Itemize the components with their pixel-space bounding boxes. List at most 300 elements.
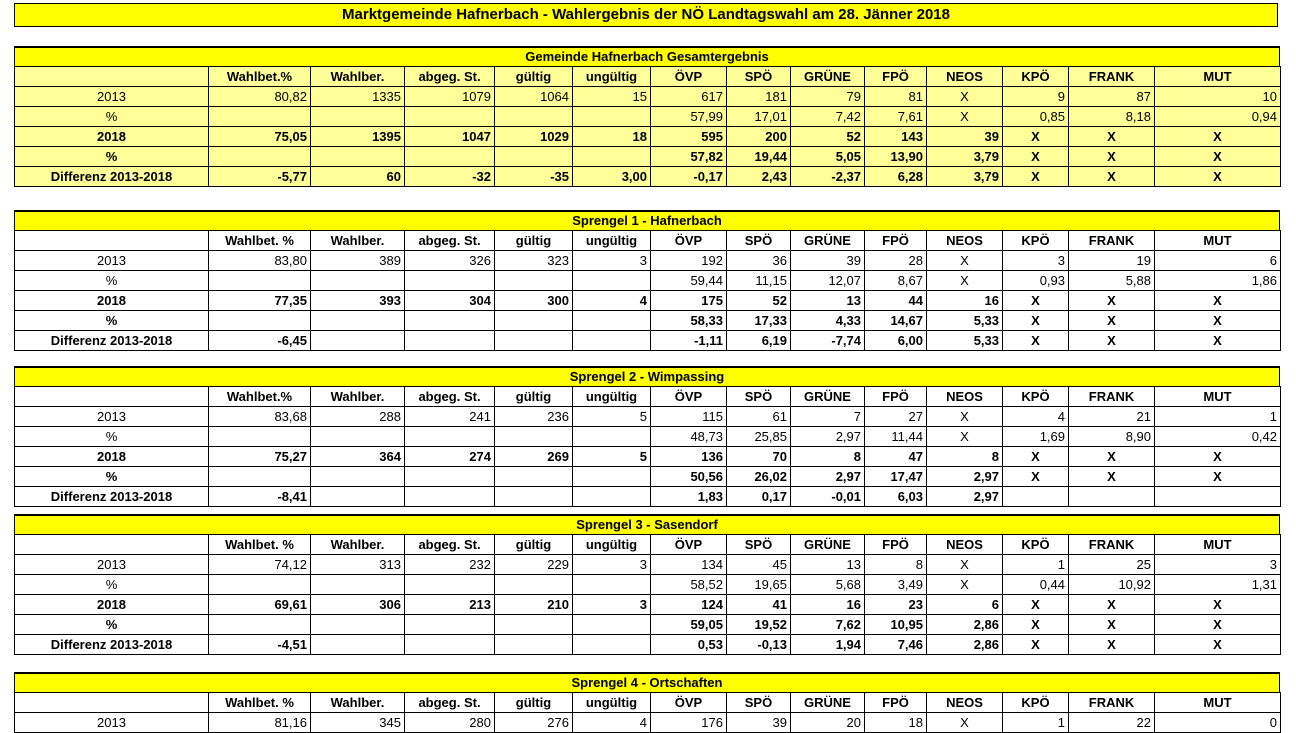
table-cell: 7,61	[865, 107, 927, 127]
column-header: abgeg. St.	[405, 387, 495, 407]
table-cell: 20	[791, 713, 865, 733]
results-table	[14, 230, 1281, 351]
table-cell: 6,03	[865, 487, 927, 507]
column-header: ungültig	[573, 67, 651, 87]
table-cell	[573, 311, 651, 331]
table-cell: 2,97	[927, 467, 1003, 487]
table-cell: 313	[311, 555, 405, 575]
table-cell	[405, 311, 495, 331]
table-cell: X	[1003, 331, 1069, 351]
table-cell	[495, 635, 573, 655]
table-cell: 143	[865, 127, 927, 147]
table-cell: 28	[865, 251, 927, 271]
column-header: gültig	[495, 535, 573, 555]
table-cell	[573, 615, 651, 635]
table-cell	[311, 487, 405, 507]
row-label: 2013	[15, 251, 209, 271]
table-cell: 81,16	[209, 713, 311, 733]
results-table	[14, 66, 1281, 187]
table-cell: 7,46	[865, 635, 927, 655]
table-cell: 4,33	[791, 311, 865, 331]
table-cell	[573, 331, 651, 351]
column-header: ÖVP	[651, 535, 727, 555]
column-header: abgeg. St.	[405, 67, 495, 87]
row-label: %	[15, 147, 209, 167]
table-cell: 19	[1069, 251, 1155, 271]
column-header: FRANK	[1069, 693, 1155, 713]
table-cell: X	[1155, 615, 1281, 635]
column-header: NEOS	[927, 231, 1003, 251]
table-cell	[573, 107, 651, 127]
table-cell: 124	[651, 595, 727, 615]
table-cell: 27	[865, 407, 927, 427]
row-label: 2013	[15, 555, 209, 575]
table-cell: 232	[405, 555, 495, 575]
table-cell: 3,49	[865, 575, 927, 595]
column-header: Wahlber.	[311, 387, 405, 407]
table-cell: X	[927, 251, 1003, 271]
column-header: FPÖ	[865, 387, 927, 407]
table-cell: 8	[927, 447, 1003, 467]
table-cell: 323	[495, 251, 573, 271]
table-cell	[1155, 487, 1281, 507]
table-cell: X	[1155, 331, 1281, 351]
row-label: Differenz 2013-2018	[15, 487, 209, 507]
table-cell: X	[1069, 147, 1155, 167]
column-header: GRÜNE	[791, 535, 865, 555]
table-cell: 0,42	[1155, 427, 1281, 447]
column-header: KPÖ	[1003, 231, 1069, 251]
table-cell: 0	[1155, 713, 1281, 733]
table-cell: X	[1069, 447, 1155, 467]
column-header: Wahlbet.%	[209, 67, 311, 87]
table-cell: 39	[791, 251, 865, 271]
table-cell: 5	[573, 407, 651, 427]
row-label: 2013	[15, 713, 209, 733]
table-cell	[405, 467, 495, 487]
table-cell: X	[1069, 615, 1155, 635]
table-cell	[573, 271, 651, 291]
column-header: ungültig	[573, 231, 651, 251]
table-cell: X	[1069, 127, 1155, 147]
result-section-2	[14, 210, 1280, 351]
table-cell: 176	[651, 713, 727, 733]
column-header: FPÖ	[865, 67, 927, 87]
table-cell	[573, 467, 651, 487]
table-cell	[573, 635, 651, 655]
table-cell: X	[1155, 447, 1281, 467]
table-cell: 6	[1155, 251, 1281, 271]
table-cell: 16	[927, 291, 1003, 311]
table-cell: X	[1069, 467, 1155, 487]
row-label: %	[15, 271, 209, 291]
table-cell: 18	[865, 713, 927, 733]
table-cell: -0,01	[791, 487, 865, 507]
table-cell: 1335	[311, 87, 405, 107]
table-cell: 10,95	[865, 615, 927, 635]
table-cell: 25	[1069, 555, 1155, 575]
table-cell: 364	[311, 447, 405, 467]
table-cell: X	[1003, 147, 1069, 167]
table-cell: 10,92	[1069, 575, 1155, 595]
table-cell: X	[1003, 615, 1069, 635]
table-cell	[209, 427, 311, 447]
table-cell: 5	[573, 447, 651, 467]
table-cell: 4	[1003, 407, 1069, 427]
table-cell: -5,77	[209, 167, 311, 187]
table-cell: 595	[651, 127, 727, 147]
header-row	[15, 67, 1281, 87]
table-row	[15, 487, 1281, 507]
row-label: Differenz 2013-2018	[15, 635, 209, 655]
table-cell: 12,07	[791, 271, 865, 291]
column-header	[15, 693, 209, 713]
section-title: Sprengel 2 - Wimpassing	[14, 366, 1280, 386]
table-cell: X	[927, 271, 1003, 291]
table-cell	[405, 487, 495, 507]
column-header: Wahlber.	[311, 535, 405, 555]
table-cell: X	[1069, 635, 1155, 655]
table-cell	[405, 147, 495, 167]
table-cell: X	[927, 575, 1003, 595]
table-cell: 300	[495, 291, 573, 311]
table-cell: -0,13	[727, 635, 791, 655]
table-cell: 19,44	[727, 147, 791, 167]
table-cell: 2,86	[927, 615, 1003, 635]
table-cell: 3	[1155, 555, 1281, 575]
table-cell: 1064	[495, 87, 573, 107]
column-header: GRÜNE	[791, 693, 865, 713]
table-cell: 3	[1003, 251, 1069, 271]
document-title: Marktgemeinde Hafnerbach - Wahlergebnis der NÖ Landtagswahl am 28. Jänner 2018	[14, 3, 1278, 27]
column-header: gültig	[495, 693, 573, 713]
column-header: MUT	[1155, 535, 1281, 555]
column-header	[15, 67, 209, 87]
table-cell: 17,33	[727, 311, 791, 331]
table-cell	[495, 427, 573, 447]
row-label: 2013	[15, 407, 209, 427]
table-cell: 11,15	[727, 271, 791, 291]
table-cell: 6	[927, 595, 1003, 615]
table-cell: 0,94	[1155, 107, 1281, 127]
table-cell	[495, 615, 573, 635]
table-cell: X	[1003, 127, 1069, 147]
table-cell	[311, 331, 405, 351]
table-cell: X	[927, 427, 1003, 447]
column-header: KPÖ	[1003, 67, 1069, 87]
table-cell: 241	[405, 407, 495, 427]
column-header: Wahlbet.%	[209, 387, 311, 407]
table-cell: 276	[495, 713, 573, 733]
table-cell: 0,53	[651, 635, 727, 655]
table-cell: X	[927, 107, 1003, 127]
table-cell	[209, 615, 311, 635]
table-cell	[1003, 487, 1069, 507]
column-header: ÖVP	[651, 387, 727, 407]
table-cell: 0,93	[1003, 271, 1069, 291]
table-cell: 47	[865, 447, 927, 467]
table-cell: 39	[927, 127, 1003, 147]
column-header: FRANK	[1069, 231, 1155, 251]
section-title: Sprengel 4 - Ortschaften	[14, 672, 1280, 692]
table-cell	[311, 467, 405, 487]
column-header: MUT	[1155, 231, 1281, 251]
table-cell: X	[1003, 467, 1069, 487]
table-cell: 48,73	[651, 427, 727, 447]
row-label: Differenz 2013-2018	[15, 331, 209, 351]
table-cell	[495, 311, 573, 331]
table-cell: 79	[791, 87, 865, 107]
column-header: MUT	[1155, 387, 1281, 407]
column-header: gültig	[495, 387, 573, 407]
table-cell: 3,00	[573, 167, 651, 187]
table-row	[15, 291, 1281, 311]
table-cell: 7	[791, 407, 865, 427]
table-cell	[495, 271, 573, 291]
column-header: Wahlbet. %	[209, 231, 311, 251]
table-cell: 389	[311, 251, 405, 271]
table-row	[15, 87, 1281, 107]
table-row	[15, 127, 1281, 147]
table-cell: 2,43	[727, 167, 791, 187]
table-cell: 21	[1069, 407, 1155, 427]
table-cell	[573, 427, 651, 447]
table-cell: X	[1155, 127, 1281, 147]
table-row	[15, 311, 1281, 331]
table-cell: 75,27	[209, 447, 311, 467]
table-cell: 61	[727, 407, 791, 427]
table-cell	[311, 635, 405, 655]
table-cell: 5,33	[927, 311, 1003, 331]
table-cell: X	[927, 87, 1003, 107]
column-header: Wahlber.	[311, 231, 405, 251]
table-cell: X	[1069, 291, 1155, 311]
table-cell: 115	[651, 407, 727, 427]
table-cell: 13,90	[865, 147, 927, 167]
table-cell: 3,79	[927, 167, 1003, 187]
table-cell	[405, 635, 495, 655]
column-header: gültig	[495, 231, 573, 251]
table-row	[15, 635, 1281, 655]
section-title: Gemeinde Hafnerbach Gesamtergebnis	[14, 46, 1280, 66]
table-cell	[209, 271, 311, 291]
column-header: SPÖ	[727, 67, 791, 87]
table-cell: 16	[791, 595, 865, 615]
table-cell: 1,31	[1155, 575, 1281, 595]
table-cell: 306	[311, 595, 405, 615]
column-header: ungültig	[573, 387, 651, 407]
table-cell: 134	[651, 555, 727, 575]
table-cell: 236	[495, 407, 573, 427]
table-cell	[209, 147, 311, 167]
table-cell: 326	[405, 251, 495, 271]
table-cell	[495, 487, 573, 507]
table-cell: 17,01	[727, 107, 791, 127]
table-cell: 280	[405, 713, 495, 733]
result-section-3	[14, 366, 1280, 507]
table-cell: X	[1155, 311, 1281, 331]
table-cell: 52	[727, 291, 791, 311]
table-cell: 136	[651, 447, 727, 467]
column-header: SPÖ	[727, 693, 791, 713]
table-cell: 200	[727, 127, 791, 147]
column-header: abgeg. St.	[405, 693, 495, 713]
table-cell: -1,11	[651, 331, 727, 351]
table-row	[15, 595, 1281, 615]
table-cell	[311, 615, 405, 635]
row-label: %	[15, 311, 209, 331]
column-header: FPÖ	[865, 693, 927, 713]
table-cell: 83,68	[209, 407, 311, 427]
table-cell: 345	[311, 713, 405, 733]
column-header: ungültig	[573, 535, 651, 555]
column-header: FPÖ	[865, 231, 927, 251]
table-cell: 8	[865, 555, 927, 575]
table-cell: 5,88	[1069, 271, 1155, 291]
section-title: Sprengel 1 - Hafnerbach	[14, 210, 1280, 230]
table-cell: 39	[727, 713, 791, 733]
table-cell: X	[1155, 291, 1281, 311]
column-header: Wahlber.	[311, 693, 405, 713]
table-cell	[405, 575, 495, 595]
table-cell: 5,68	[791, 575, 865, 595]
table-cell	[495, 107, 573, 127]
table-cell: X	[1155, 467, 1281, 487]
table-cell: 2,97	[791, 427, 865, 447]
table-cell: 1,94	[791, 635, 865, 655]
table-cell	[495, 575, 573, 595]
table-cell: 6,19	[727, 331, 791, 351]
table-cell: 4	[573, 291, 651, 311]
table-row	[15, 427, 1281, 447]
table-cell: X	[1003, 167, 1069, 187]
table-cell: X	[927, 555, 1003, 575]
table-cell: X	[1003, 635, 1069, 655]
table-cell: 1,86	[1155, 271, 1281, 291]
results-table	[14, 386, 1281, 507]
table-cell: 6,28	[865, 167, 927, 187]
table-cell: 1029	[495, 127, 573, 147]
table-cell	[405, 427, 495, 447]
table-cell: X	[1069, 331, 1155, 351]
column-header: abgeg. St.	[405, 535, 495, 555]
table-cell	[573, 147, 651, 167]
column-header: SPÖ	[727, 387, 791, 407]
table-cell: 11,44	[865, 427, 927, 447]
table-cell	[405, 271, 495, 291]
table-cell	[311, 271, 405, 291]
table-cell: 8,90	[1069, 427, 1155, 447]
result-section-4	[14, 514, 1280, 655]
table-row	[15, 251, 1281, 271]
table-row	[15, 575, 1281, 595]
table-cell: 26,02	[727, 467, 791, 487]
table-cell: 18	[573, 127, 651, 147]
table-cell: 617	[651, 87, 727, 107]
table-cell: 58,52	[651, 575, 727, 595]
table-cell: X	[1003, 291, 1069, 311]
column-header: NEOS	[927, 387, 1003, 407]
table-cell: 87	[1069, 87, 1155, 107]
header-row	[15, 231, 1281, 251]
table-cell: 1395	[311, 127, 405, 147]
table-cell: 60	[311, 167, 405, 187]
table-cell: 80,82	[209, 87, 311, 107]
table-cell: 59,05	[651, 615, 727, 635]
column-header: FRANK	[1069, 387, 1155, 407]
column-header: ÖVP	[651, 231, 727, 251]
table-cell: 213	[405, 595, 495, 615]
row-label: %	[15, 615, 209, 635]
column-header: Wahlbet. %	[209, 535, 311, 555]
table-cell: 36	[727, 251, 791, 271]
table-cell: 393	[311, 291, 405, 311]
table-cell: X	[1003, 447, 1069, 467]
table-cell: 5,05	[791, 147, 865, 167]
table-cell	[405, 615, 495, 635]
table-cell: -2,37	[791, 167, 865, 187]
table-cell: 70	[727, 447, 791, 467]
row-label: 2013	[15, 87, 209, 107]
table-row	[15, 107, 1281, 127]
table-cell: 0,44	[1003, 575, 1069, 595]
table-cell: 41	[727, 595, 791, 615]
table-cell: 1047	[405, 127, 495, 147]
section-title: Sprengel 3 - Sasendorf	[14, 514, 1280, 534]
result-section-1	[14, 46, 1280, 187]
table-cell: X	[1155, 595, 1281, 615]
column-header: ÖVP	[651, 67, 727, 87]
table-cell: X	[1069, 311, 1155, 331]
table-cell	[405, 107, 495, 127]
table-row	[15, 555, 1281, 575]
table-cell: 1	[1155, 407, 1281, 427]
row-label: 2018	[15, 127, 209, 147]
results-table	[14, 692, 1281, 733]
header-row	[15, 693, 1281, 713]
table-cell: X	[1003, 311, 1069, 331]
table-cell	[1069, 487, 1155, 507]
table-cell: 1,83	[651, 487, 727, 507]
table-cell: 77,35	[209, 291, 311, 311]
table-cell: 8,18	[1069, 107, 1155, 127]
table-cell	[209, 311, 311, 331]
table-cell: X	[1155, 147, 1281, 167]
table-row	[15, 615, 1281, 635]
table-cell: 6,00	[865, 331, 927, 351]
table-cell: 52	[791, 127, 865, 147]
column-header	[15, 535, 209, 555]
table-cell: 57,82	[651, 147, 727, 167]
column-header: MUT	[1155, 693, 1281, 713]
table-cell: 25,85	[727, 427, 791, 447]
table-cell	[405, 331, 495, 351]
table-cell: 45	[727, 555, 791, 575]
table-cell	[209, 107, 311, 127]
table-cell: X	[927, 713, 1003, 733]
row-label: 2018	[15, 595, 209, 615]
table-cell: X	[927, 407, 1003, 427]
row-label: %	[15, 467, 209, 487]
table-row	[15, 331, 1281, 351]
column-header: SPÖ	[727, 535, 791, 555]
table-cell	[311, 107, 405, 127]
column-header: MUT	[1155, 67, 1281, 87]
row-label: 2018	[15, 291, 209, 311]
table-cell: 50,56	[651, 467, 727, 487]
table-cell: 14,67	[865, 311, 927, 331]
table-row	[15, 167, 1281, 187]
